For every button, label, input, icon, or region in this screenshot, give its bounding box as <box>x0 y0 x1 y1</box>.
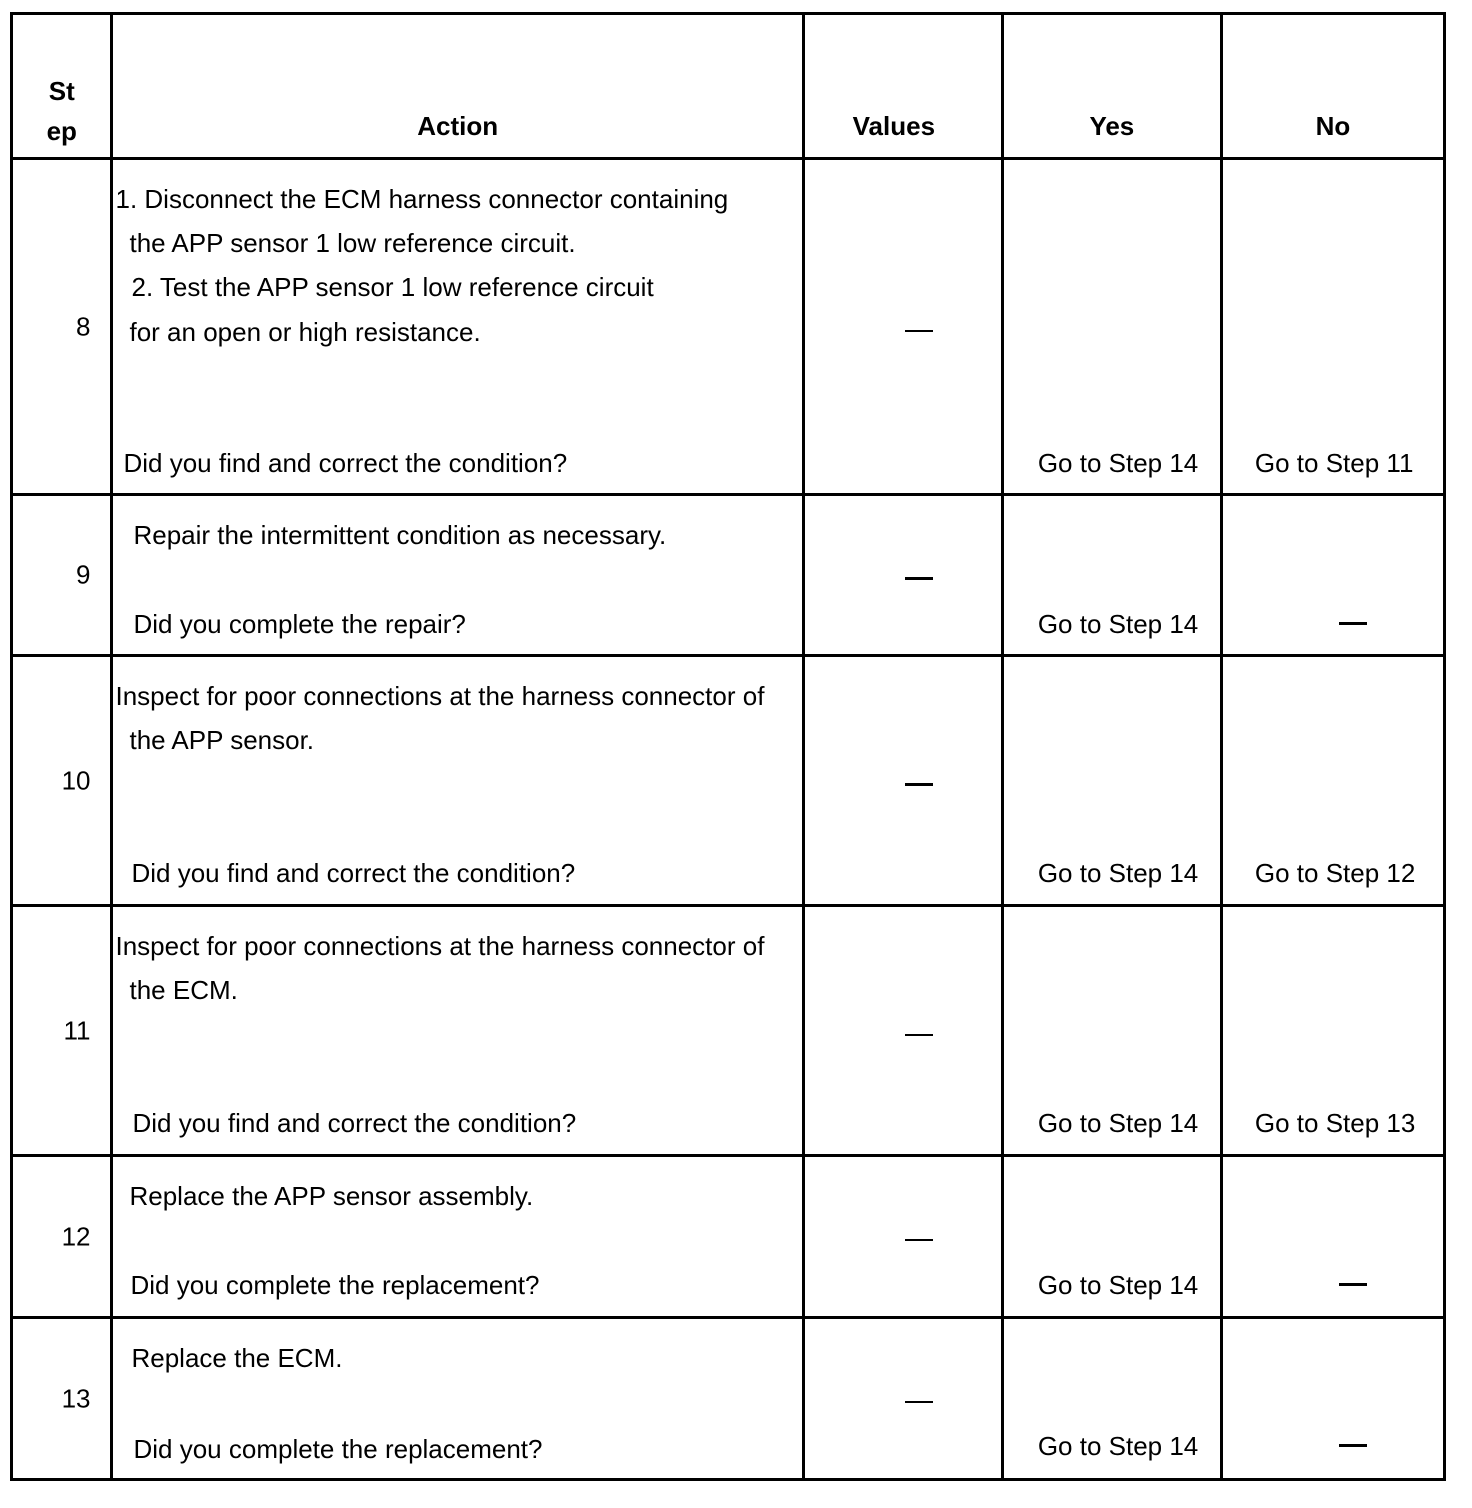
action-line: Replace the ECM. <box>131 1343 343 1373</box>
action-cell <box>112 159 803 495</box>
action-question: Did you find and correct the condition? <box>132 1108 577 1138</box>
values-dash <box>905 783 933 786</box>
no-cell <box>1221 656 1444 906</box>
values-cell <box>803 159 1002 495</box>
no-cell <box>1221 1318 1444 1480</box>
table-row <box>12 495 1445 656</box>
action-cell <box>112 495 803 656</box>
step-number: 8 <box>76 311 91 341</box>
step-cell <box>12 1318 112 1480</box>
yes-goto: Go to Step 14 <box>1037 1270 1199 1300</box>
step-cell <box>12 656 112 906</box>
values-dash <box>905 1401 933 1403</box>
header-values <box>803 14 1002 159</box>
yes-cell <box>1002 1156 1221 1318</box>
yes-cell <box>1002 495 1221 656</box>
values-cell <box>803 656 1002 906</box>
action-line: 1. Disconnect the ECM harness connector containing <box>115 184 729 214</box>
values-cell <box>803 495 1002 656</box>
action-line: Replace the APP sensor assembly. <box>129 1181 534 1211</box>
action-line: Repair the intermittent condition as necessary. <box>133 520 667 550</box>
action-question: Did you complete the replacement? <box>130 1270 540 1300</box>
action-line: the APP sensor. <box>129 725 315 755</box>
values-cell <box>803 1156 1002 1318</box>
header-action-label: Action <box>417 111 499 141</box>
no-dash <box>1339 1444 1367 1447</box>
no-cell <box>1221 1156 1444 1318</box>
no-goto: Go to Step 12 <box>1254 858 1416 888</box>
yes-cell <box>1002 159 1221 495</box>
header-step-line2: ep <box>46 116 77 146</box>
step-number: 13 <box>61 1383 91 1413</box>
table-row <box>12 906 1445 1156</box>
no-goto: Go to Step 11 <box>1254 448 1414 478</box>
header-no <box>1221 14 1444 159</box>
no-cell <box>1221 159 1444 495</box>
table-row <box>12 159 1445 495</box>
no-dash <box>1339 622 1367 625</box>
step-number: 12 <box>61 1221 91 1251</box>
action-line: the APP sensor 1 low reference circuit. <box>129 228 576 258</box>
table-row <box>12 1318 1445 1480</box>
action-question: Did you find and correct the condition? <box>131 858 576 888</box>
header-row <box>12 14 1445 159</box>
table-row <box>12 656 1445 906</box>
yes-cell <box>1002 906 1221 1156</box>
header-yes-label: Yes <box>1089 111 1135 141</box>
action-line: for an open or high resistance. <box>129 317 481 347</box>
values-cell <box>803 906 1002 1156</box>
step-cell <box>12 1156 112 1318</box>
action-cell <box>112 656 803 906</box>
values-dash <box>905 330 933 332</box>
yes-cell <box>1002 1318 1221 1480</box>
no-cell <box>1221 495 1444 656</box>
step-cell <box>12 159 112 495</box>
step-number: 10 <box>61 765 91 795</box>
step-cell <box>12 495 112 656</box>
no-dash <box>1339 1283 1367 1286</box>
action-cell <box>112 906 803 1156</box>
values-dash <box>905 1034 933 1036</box>
values-dash <box>905 1239 933 1241</box>
table-row <box>12 1156 1445 1318</box>
action-question: Did you complete the replacement? <box>133 1434 543 1464</box>
action-question: Did you complete the repair? <box>133 609 466 639</box>
action-line: Inspect for poor connections at the harness connector of <box>115 681 765 711</box>
step-number: 11 <box>63 1015 91 1045</box>
values-cell <box>803 1318 1002 1480</box>
action-cell <box>112 1156 803 1318</box>
yes-goto: Go to Step 14 <box>1037 1108 1199 1138</box>
yes-goto: Go to Step 14 <box>1037 609 1199 639</box>
step-number: 9 <box>76 559 91 590</box>
action-question: Did you find and correct the condition? <box>123 448 568 478</box>
action-line: 2. Test the APP sensor 1 low reference circuit <box>131 272 654 302</box>
step-cell <box>12 906 112 1156</box>
values-dash <box>905 577 933 580</box>
action-cell <box>112 1318 803 1480</box>
header-yes <box>1002 14 1221 159</box>
header-step-line1: St <box>48 76 75 106</box>
yes-cell <box>1002 656 1221 906</box>
header-step <box>12 14 112 159</box>
no-cell <box>1221 906 1444 1156</box>
header-no-label: No <box>1315 111 1351 141</box>
header-values-label: Values <box>852 111 936 141</box>
header-action <box>112 14 803 159</box>
action-line: Inspect for poor connections at the harness connector of <box>115 931 765 961</box>
diagnostic-table <box>10 12 1446 1481</box>
yes-goto: Go to Step 14 <box>1037 858 1199 888</box>
yes-goto: Go to Step 14 <box>1037 448 1199 478</box>
action-line: the ECM. <box>129 975 238 1005</box>
yes-goto: Go to Step 14 <box>1037 1431 1199 1461</box>
no-goto: Go to Step 13 <box>1254 1108 1416 1138</box>
